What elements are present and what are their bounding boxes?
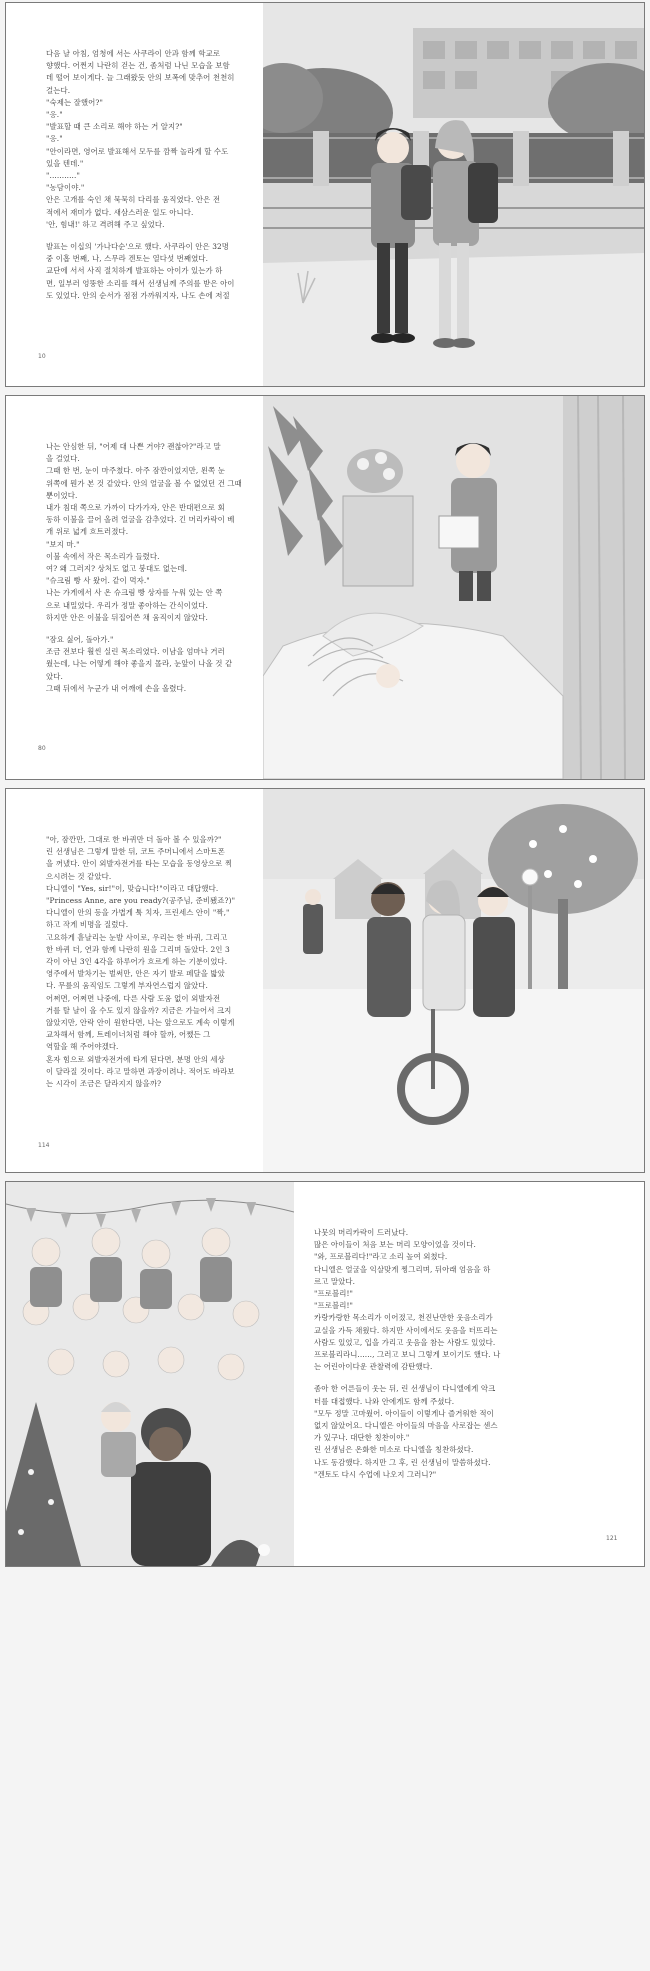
text-line: "와, 프로블리다!"라고 소리 높여 외쳤다.: [314, 1252, 448, 1262]
text-line: [46, 231, 251, 241]
text-page: [314, 1227, 634, 1481]
text-line: 는 어린아이다운 관찰력에 감탄했다.: [314, 1362, 433, 1372]
illustration-snowy-unicycle: [263, 789, 645, 1172]
text-line: 향했다. 어쩐지 나란히 걷는 건, 좀처럼 나닌 모습을 보함: [46, 61, 230, 71]
text-line: 나뭇의 머리카락이 드러났다.: [314, 1228, 409, 1237]
text-line: "응.": [46, 134, 63, 144]
text-line: 있을 텐데.": [46, 158, 84, 168]
illustration-walk-to-school: [263, 3, 645, 386]
text-line: 조금 전보다 훨씬 실린 목소리였다. 이남을 엄마나 거러: [46, 647, 225, 657]
page-number: 121: [606, 1535, 618, 1542]
text-line: 혼자 힘으로 외발자전거에 타게 된다면, 분명 안의 세상: [46, 1054, 225, 1064]
text-line: 중 이홉 번째, 나, 스무라 겐토는 열다섯 번째였다.: [46, 254, 209, 264]
text-line: 르고 말았다.: [314, 1276, 356, 1286]
text-line: "응.": [46, 110, 63, 120]
spread-4: [5, 1181, 645, 1567]
text-line: 데 떨어 보이게다. 늘 그래왔듯 안의 보폭에 맞추어 천천히: [46, 73, 235, 83]
text-line: "보지 마.": [46, 539, 80, 549]
text-line: 좀아 한 어른들이 웃는 뒤, 린 선생님이 다니엘에게 악크: [314, 1384, 496, 1394]
text-line: 역할을 해 주어야겠다.: [46, 1042, 119, 1052]
text-line: 을 꺼냈다. 안이 외발자전거를 타는 모습을 동영상으로 찍: [46, 859, 233, 869]
text-page: [46, 834, 251, 1090]
text-line: 위쪽에 뭔가 본 것 같았다. 안의 얼굴을 볼 수 없었던 건 그때: [46, 478, 242, 488]
text-line: 발표는 이십의 '가나다순'으로 했다. 사쿠라이 안은 32명: [46, 242, 230, 252]
text-line: 다음 날 아침, 엄청에 서는 사쿠라이 안과 함께 학교로: [46, 49, 221, 58]
text-line: 으시려는 것 같았다.: [46, 871, 112, 881]
text-line: "잠요 싫어, 돌아가.": [46, 635, 114, 645]
text-line: 나는 가게에서 사 온 슈크림 빵 상자를 누워 있는 안 쪽: [46, 588, 223, 598]
text-line: 이불 속에서 작은 목소리가 들렸다.: [46, 551, 160, 561]
text-line: 나는 안심한 뒤, "어제 대 나쁜 거야? 괜찮아?"라고 말: [46, 442, 221, 451]
text-line: 다니엘이 안의 등을 가볍게 툭 치자, 프린세스 안이 "짝,": [46, 908, 230, 918]
text-line: 다. 무릎의 움직임도 그렇게 부자연스럽지 않았다.: [46, 981, 208, 991]
text-line: 안은 고개를 숙인 채 묵묵히 다리를 움직였다. 안은 전: [46, 195, 221, 205]
text-line: 가 있구나. 대단한 칭찬이야.": [314, 1433, 410, 1443]
text-line: "발표할 때 큰 소리로 해야 하는 거 알지?": [46, 122, 183, 132]
text-line: 웠는데, 나는 어떻게 해야 좋을지 몰라, 눈앞이 나올 것 같: [46, 659, 233, 669]
illustration-classroom-party: [6, 1182, 294, 1566]
text-line: 각이 아닌 3인 4각을 하루어가 흐르게 하는 기분이었다.: [46, 957, 228, 967]
text-page: [46, 441, 251, 695]
text-line: "모두 정말 고마웠어. 아이들이 이렇게나 즐거워한 적이: [314, 1408, 494, 1418]
text-line: 린 선생님은 그렇게 말한 뒤, 코트 주머니에서 스마트폰: [46, 847, 225, 857]
text-line: 그때 뒤에서 누군가 내 어깨에 손을 올렸다.: [46, 683, 187, 693]
text-line: 하고 작게 비명을 질렀다.: [46, 920, 129, 930]
spread-1: [5, 2, 645, 387]
text-line: "안이라면, 영어로 발표해서 모두를 깜짝 놀라게 할 수도: [46, 146, 229, 156]
text-line: "숙제는 잘했어?": [46, 97, 103, 107]
text-line: 프로블리라니......, 그러고 보니 그렇게 보이기도 했다. 나: [314, 1350, 501, 1360]
page-number: 114: [38, 1142, 50, 1149]
text-line: 여? 왜 그러지? 상처도 없고 붕대도 없는데.: [46, 564, 188, 574]
text-line: 교단에 서서 사직 절치하게 발표하는 아이가 있는가 하: [46, 266, 223, 276]
text-line: 는 시각이 조금은 달라지지 않을까?: [46, 1079, 162, 1089]
text-line: 동하 이불을 끌어 올려 얼굴을 감추었다. 긴 머리카락이 베: [46, 515, 235, 525]
text-line: 않았지만, 안락 안이 원한다면, 나는 앞으로도 계속 이렇게: [46, 1018, 235, 1028]
text-line: 도 있었다. 안의 순서가 점점 가까워지자, 나도 손에 저절: [46, 290, 230, 300]
text-line: 나도 동감했다. 하지만 그 후, 린 선생님이 말씀하셨다.: [314, 1457, 491, 1467]
text-line: "겐토도 다시 수업에 나오지 그러니?": [314, 1469, 437, 1479]
text-line: 교실을 가득 채웠다. 하지만 사이에서도 웃음을 터뜨리는: [314, 1325, 498, 1335]
text-line: "아, 잠깐만, 그대로 한 바퀴만 더 돌아 볼 수 있을까?": [46, 835, 222, 844]
page-number: 80: [38, 745, 46, 752]
text-line: 린 선생님은 온화한 미소로 다니엘을 칭찬하셨다.: [314, 1445, 474, 1455]
text-line: 내가 침대 쪽으로 가까이 다가가자, 안은 반대편으로 회: [46, 503, 225, 513]
text-line: 어쩌면, 어쩌면 나중에, 다른 사람 도움 없이 외발자전: [46, 993, 221, 1003]
text-line: '안, 힘내!' 하고 격려해 주고 싶었다.: [46, 219, 165, 229]
text-line: [314, 1373, 634, 1383]
text-line: 하지만 안은 이불을 뒤집어쓴 채 움직이지 않았다.: [46, 612, 208, 622]
text-line: 뿐이었다.: [46, 490, 78, 500]
text-line: 고요하게 흩날리는 눈발 사이로, 우리는 한 바퀴, 그리고: [46, 932, 228, 942]
text-line: "프로블리!": [314, 1289, 354, 1299]
text-line: 거를 탈 날이 올 수도 있지 않을까? 지금은 가늘어서 크지: [46, 1005, 232, 1015]
text-line: "...........": [46, 171, 80, 181]
illustration-hospital-room: [263, 396, 645, 779]
text-line: [46, 624, 251, 634]
text-line: "슈크림 빵 사 왔어. 같이 먹자.": [46, 576, 150, 586]
text-line: "프로블리!": [314, 1301, 354, 1311]
text-line: "Princess Anne, are you ready?(공주님, 준비됐죠?)": [46, 896, 236, 906]
text-line: 영주에서 발차기는 벌써만, 안은 자기 발로 페달을 밟았: [46, 969, 225, 979]
text-line: 걸는다.: [46, 85, 71, 95]
text-line: 개 위로 넓게 흐트러졌다.: [46, 527, 129, 537]
text-line: "농담이야.": [46, 183, 85, 193]
text-line: 다니엘이 "Yes, sir!"이, 맞습니다!"이라고 대답했다.: [46, 883, 219, 893]
text-line: 많은 아이들이 처음 보는 머리 모양이었을 것이다.: [314, 1240, 476, 1250]
text-line: 사람도 있었고, 입을 가리고 웃음을 참는 사람도 있었다.: [314, 1337, 496, 1347]
text-line: 없지 않았어요. 다니엘은 아이들의 마음을 사로잡는 센스: [314, 1421, 498, 1431]
text-line: 교차해서 함께, 트레이너처럼 해야 할까, 어쨌든 그: [46, 1030, 211, 1040]
text-line: 다니엘은 얼굴을 익살맞게 찡그리며, 뒤아래 엄음을 하: [314, 1264, 491, 1274]
text-line: 그때 한 번, 눈이 마주쳤다. 아주 잠깐이었지만, 왼쪽 눈: [46, 466, 225, 476]
text-line: 이 달라질 것이다. 라고 말하면 과장이려나. 적어도 바라보: [46, 1066, 235, 1076]
text-line: 으로 내밀었다. 우리가 정말 좋아하는 간식이었다.: [46, 600, 208, 610]
text-line: 을 걸었다.: [46, 454, 80, 464]
text-line: 한 바퀴 더, 연과 함께 나란히 원을 그리며 돌았다. 2인 3: [46, 944, 230, 954]
text-line: 적에서 재미가 없다. 새삼스러운 일도 아니다.: [46, 207, 194, 217]
text-line: 았다.: [46, 671, 63, 681]
text-line: 면, 일부러 엉뚱한 소리를 해서 선생님께 주의를 받은 아이: [46, 278, 235, 288]
page-number: 10: [38, 353, 46, 360]
text-page: [46, 48, 251, 302]
spread-2: [5, 395, 645, 780]
text-line: 카랑카랑한 목소리가 이어졌고, 천진난만한 웃음소리가: [314, 1313, 493, 1323]
spread-3: [5, 788, 645, 1173]
text-line: 터를 대접했다. 나와 안에게도 함께 주셨다.: [314, 1396, 455, 1406]
